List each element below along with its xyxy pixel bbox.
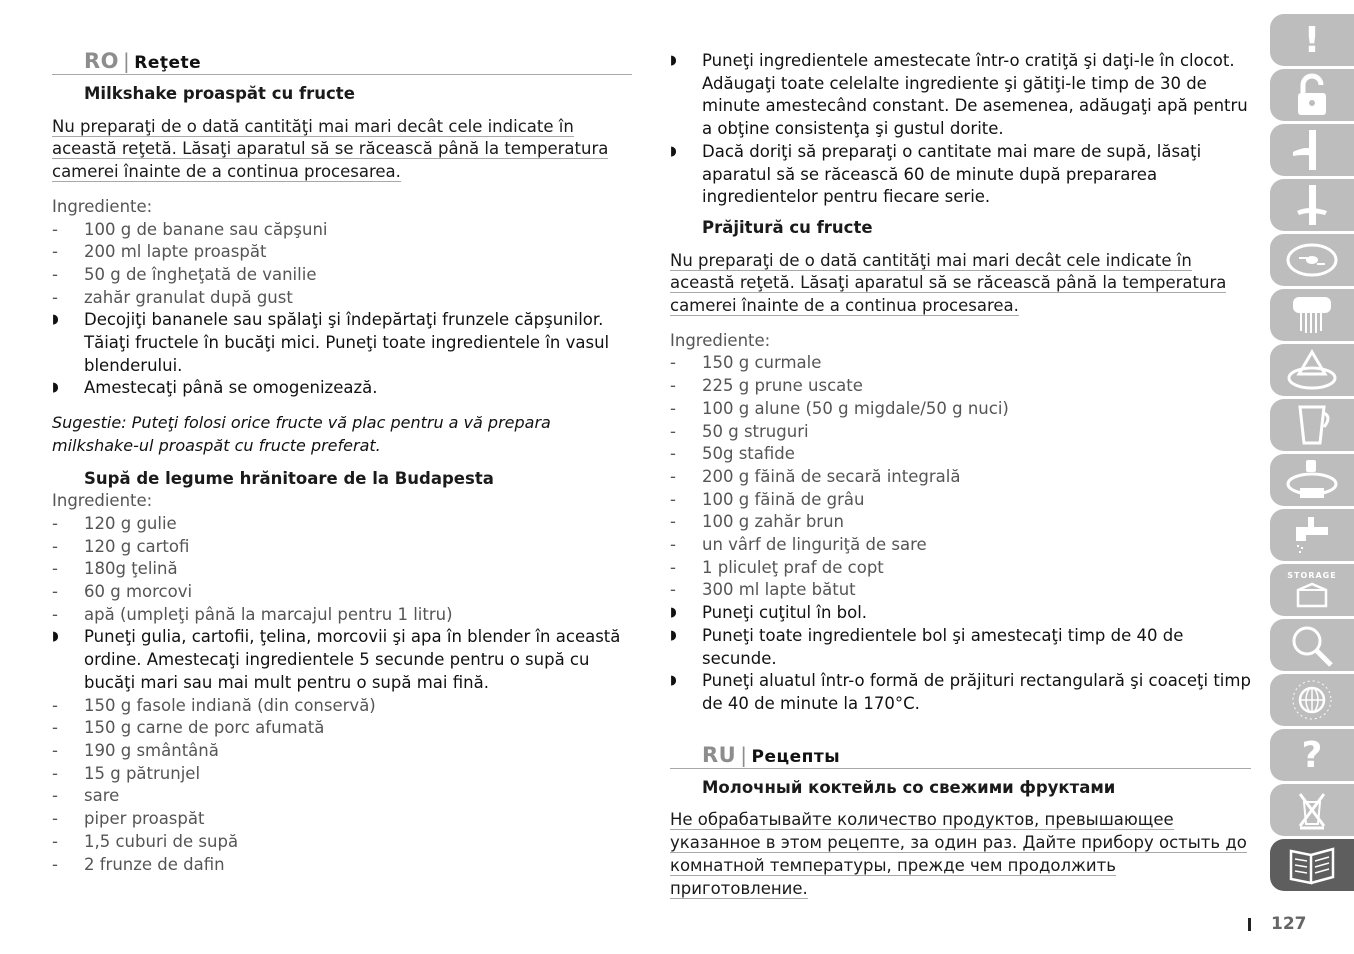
blender-jar-icon xyxy=(1290,403,1334,447)
whisk-icon xyxy=(1287,293,1337,337)
disposal-icon xyxy=(1292,788,1332,832)
soup-title: Supă de legume hrănitoare de la Budapesta xyxy=(84,468,494,488)
step-item: ◗ Puneţi toate ingredientele bol şi amestecaţi timp de 40 de secunde. xyxy=(670,625,1251,670)
section-header-ro xyxy=(52,44,632,75)
ingredient-item: - 150 g curmale xyxy=(670,352,1251,375)
cake-title: Prăjitură cu fructe xyxy=(702,217,873,237)
tab-storage[interactable] xyxy=(1270,564,1354,616)
tab-safety[interactable] xyxy=(1270,69,1354,121)
ingredient-item: - 120 g cartofi xyxy=(52,536,632,559)
ingredient-item: - 190 g smântână xyxy=(52,740,632,763)
magnifier-icon xyxy=(1289,623,1335,667)
storage-icon xyxy=(1294,580,1330,610)
left-column xyxy=(52,44,632,876)
step-item: ◗ Puneţi aluatul într-o formă de prăjituri rectangulară şi coaceţi timp de 40 de minute la 170°C. xyxy=(670,670,1251,715)
ingredient-item: - 100 g făină de grâu xyxy=(670,489,1251,512)
ingredient-item: - 120 g gulie xyxy=(52,513,632,536)
padlock-icon xyxy=(1294,73,1330,117)
tab-blender-jar[interactable] xyxy=(1270,399,1354,451)
storage-label: STORAGE xyxy=(1287,570,1337,580)
ru-milkshake-warning: Не обрабатывайте количество продуктов, превышающее указанное в этом рецепте, за один раз. Дайте прибору остыть до комнатной температуры, прежде чем продолжить приготовление. xyxy=(670,810,1247,898)
ingredient-item: - 1 pliculeţ praf de copt xyxy=(670,557,1251,580)
ingredient-item: - 200 g făină de secară integrală xyxy=(670,466,1251,489)
tab-warnings[interactable] xyxy=(1270,14,1354,66)
ingredient-item: - 100 g alune (50 g migdale/50 g nuci) xyxy=(670,398,1251,421)
exclamation-icon: ! xyxy=(1303,19,1321,61)
milkshake-ingredients-label: Ingrediente: xyxy=(52,196,153,216)
ingredient-item: - zahăr granulat după gust xyxy=(52,287,632,310)
tab-dough-blade[interactable] xyxy=(1270,179,1354,231)
section-title-ro: Reţete xyxy=(134,53,202,73)
milkshake-title: Milkshake proaspăt cu fructe xyxy=(84,84,355,103)
ingredient-item: - 50g stafide xyxy=(670,443,1251,466)
soup-ingredient-list xyxy=(52,513,632,876)
ingredient-item: - 50 g de îngheţată de vanilie xyxy=(52,264,632,287)
tab-whisk[interactable] xyxy=(1270,289,1354,341)
ingredient-item: - 100 g de banane sau căpşuni xyxy=(52,219,632,242)
ingredient-item: - un vârf de linguriţă de sare xyxy=(670,534,1251,557)
step-item: ◗ Dacă doriţi să preparaţi o cantitate mai mare de supă, lăsaţi aparatul să se răcească 60 de minute după prepararea ingredientelor pentru fiecare serie. xyxy=(670,141,1251,209)
citrus-press-icon xyxy=(1285,348,1339,392)
worldwide-guarantee-icon xyxy=(1290,678,1334,722)
step-item: ◗ Puneţi gulia, cartofii, ţelina, morcovii şi apa în blender în această ordine. Amestecaţi ingredientele 5 secunde pentru o supă cu bucăţi mari sau mai mult pentru o supă mai fină. xyxy=(52,626,632,694)
ingredient-item: - 200 ml lapte proaspăt xyxy=(52,241,632,264)
juicer-icon xyxy=(1284,458,1340,502)
disc-icon xyxy=(1285,240,1339,280)
page-marker xyxy=(1248,918,1251,931)
cake-warning: Nu preparaţi de o dată cantităţi mai mari decât cele indicate în această reţetă. Lăsaţi aparatul să se răcească până la temperatura camerei înainte de a continua procesarea. xyxy=(670,250,1227,316)
ru-milkshake-title: Молочный коктейль со свежими фруктами xyxy=(702,777,1116,797)
soup-step-list xyxy=(670,50,1251,209)
soup-ingredients-label: Ingrediente: xyxy=(52,491,153,511)
section-header-ru xyxy=(670,738,1251,769)
milkshake-ingredient-list xyxy=(52,219,632,401)
chapter-tab-sidebar xyxy=(1270,14,1354,894)
tab-environment[interactable] xyxy=(1270,784,1354,836)
step-item: ◗ Puneţi cuţitul în bol. xyxy=(670,602,1251,625)
question-icon: ? xyxy=(1301,734,1323,776)
milkshake-warning: Nu preparaţi de o dată cantităţi mai mari decât cele indicate în această reţetă. Lăsaţi aparatul să se răcească până la temperatura camerei înainte de a continua procesarea. xyxy=(52,116,609,182)
ingredient-item: - 15 g pătrunjel xyxy=(52,763,632,786)
step-item: ◗ Decojiţi bananele sau spălaţi şi îndepărtaţi frunzele căpşunilor. Tăiaţi fructele în bucăţi mici. Puneţi toate ingredientele în vasul blenderului. xyxy=(52,309,632,377)
tab-cleaning[interactable] xyxy=(1270,509,1354,561)
ingredient-item: - piper proaspăt xyxy=(52,808,632,831)
tab-citrus-press[interactable] xyxy=(1270,344,1354,396)
ingredient-item: - 180g ţelină xyxy=(52,558,632,581)
tab-disc[interactable] xyxy=(1270,234,1354,286)
tab-juicer[interactable] xyxy=(1270,454,1354,506)
ingredient-item: - 100 g zahăr brun xyxy=(670,511,1251,534)
language-code-ru: RU | Рецепты xyxy=(702,742,841,767)
ingredient-item: - 150 g carne de porc afumată xyxy=(52,717,632,740)
language-code-ro: RO | Reţete xyxy=(84,49,202,73)
ingredient-item: - 225 g prune uscate xyxy=(670,375,1251,398)
step-item: ◗ Puneţi ingredientele amestecate într-o cratiţă şi daţi-le în clocot. Adăugaţi toate celelalte ingrediente şi gătiţi-le timp de 30 de minute amestecând constant. De asemenea, adăugaţi apă pentru a obţine consistenţa şi gustul dorite. xyxy=(670,50,1251,141)
milkshake-tip: Sugestie: Puteţi folosi orice fructe vă plac pentru a vă prepara milkshake-ul proaspăt cu fructe preferat. xyxy=(52,413,551,455)
tab-recipes[interactable] xyxy=(1270,839,1354,891)
ingredient-item: - 1,5 cuburi de supă xyxy=(52,831,632,854)
ingredient-item: - 300 ml lapte bătut xyxy=(670,579,1251,602)
step-item: ◗ Amestecaţi până se omogenizează. xyxy=(52,377,632,400)
blade-icon xyxy=(1289,128,1335,172)
ingredient-item: - 60 g morcovi xyxy=(52,581,632,604)
cake-ingredient-list xyxy=(670,352,1251,715)
ingredient-item: - apă (umpleţi până la marcajul pentru 1 litru) xyxy=(52,604,632,627)
page-number: 127 xyxy=(1271,914,1307,934)
cake-ingredients-label: Ingrediente: xyxy=(670,330,771,350)
tab-blade[interactable] xyxy=(1270,124,1354,176)
tab-troubleshooting[interactable] xyxy=(1270,619,1354,671)
ingredient-item: - 2 frunze de dafin xyxy=(52,854,632,877)
ingredient-item: - sare xyxy=(52,785,632,808)
tab-guarantee[interactable] xyxy=(1270,674,1354,726)
recipe-book-icon xyxy=(1287,843,1337,887)
ingredient-item: - 50 g struguri xyxy=(670,421,1251,444)
right-column xyxy=(670,50,1251,912)
tap-cleaning-icon xyxy=(1288,513,1336,557)
dough-blade-icon xyxy=(1289,183,1335,227)
ingredient-item: - 150 g fasole indiană (din conservă) xyxy=(52,695,632,718)
section-title-ru: Рецепты xyxy=(751,746,841,767)
tab-faq[interactable] xyxy=(1270,729,1354,781)
